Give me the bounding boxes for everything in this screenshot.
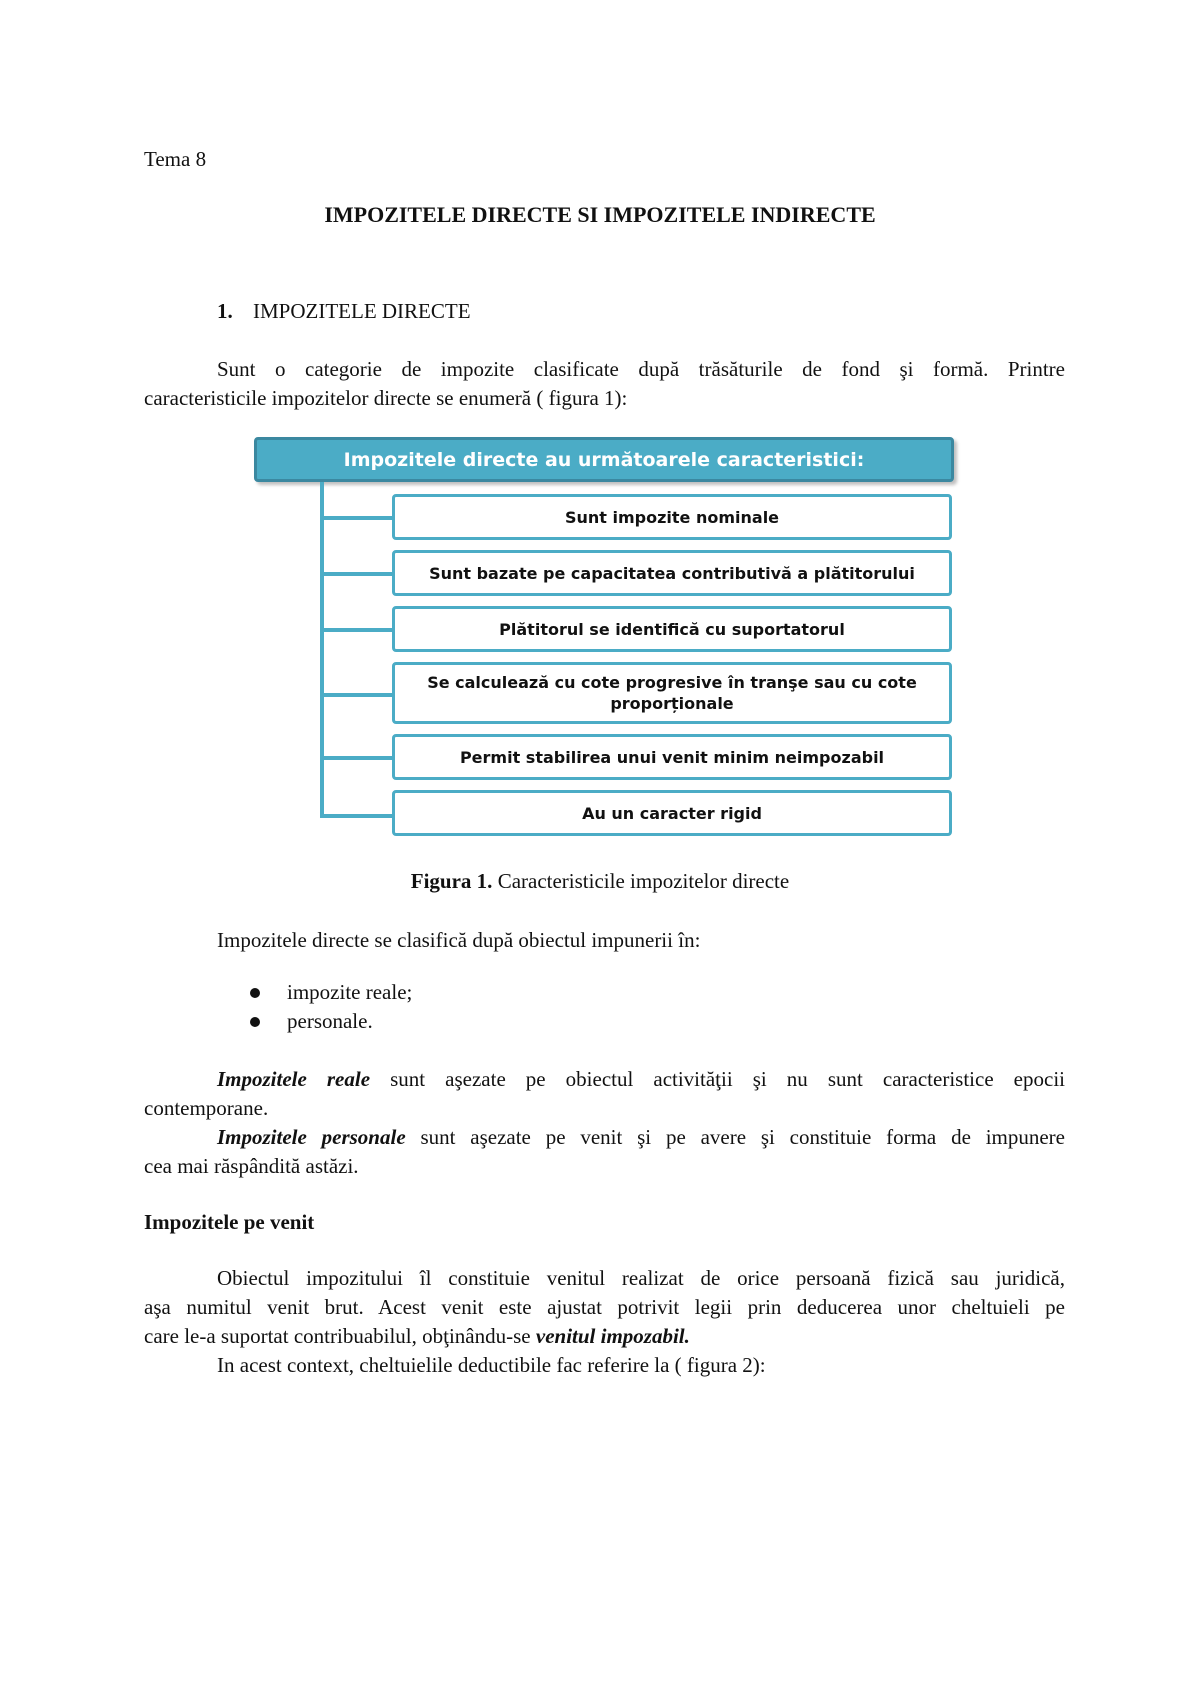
diagram-item: Plătitorul se identifică cu suportatorul <box>392 606 952 652</box>
section-number: 1. <box>217 299 233 323</box>
paragraph-reale-line2: contemporane. <box>144 1096 269 1120</box>
paragraph-venit-line1: Obiectul impozitului îl constituie venitul realizat de orice persoană fizică sau juridică, <box>217 1266 1065 1290</box>
figure-label: Figura 1. <box>410 869 493 893</box>
diagram-header: Impozitele directe au următoarele caracteristici: <box>254 437 954 482</box>
diagram-connector <box>320 814 392 818</box>
diagram-connector <box>320 756 392 760</box>
diagram-item: Sunt bazate pe capacitatea contributivă a plătitorului <box>392 550 952 596</box>
paragraph-venit-line2: aşa numitul venit brut. Acest venit este ajustat potrivit legii prin deducerea unor cheltuieli pe <box>144 1295 1065 1319</box>
diagram-item: Se calculează cu cote progresive în tranşe sau cu cote proporționale <box>392 662 952 724</box>
diagram-item: Au un caracter rigid <box>392 790 952 836</box>
figure-text: Caracteristicile impozitelor directe <box>497 869 790 893</box>
paragraph-reale-line1: Impozitele reale sunt aşezate pe obiectul activităţii şi nu sunt caracteristice epocii <box>217 1067 1065 1091</box>
topic-label: Tema 8 <box>144 147 207 171</box>
diagram-connector <box>320 628 392 632</box>
paragraph-personale-line1: Impozitele personale sunt aşezate pe venit şi pe avere şi constituie forma de impunere <box>217 1125 1066 1149</box>
diagram-connector <box>320 572 392 576</box>
term-venit-impozabil: venitul impozabil. <box>535 1324 690 1348</box>
paragraph-intro-line2: caracteristicile impozitelor directe se enumeră ( figura 1): <box>144 386 628 410</box>
section-heading: IMPOZITELE DIRECTE <box>253 299 471 323</box>
bullet-icon <box>250 988 260 998</box>
page-title: IMPOZITELE DIRECTE SI IMPOZITELE INDIRECTE <box>324 202 876 227</box>
paragraph-venit-line4: In acest context, cheltuielile deductibile fac referire la ( figura 2): <box>217 1353 766 1377</box>
term-personale: Impozitele personale <box>217 1125 406 1149</box>
subheading-venit: Impozitele pe venit <box>144 1210 315 1234</box>
term-reale: Impozitele reale <box>217 1067 371 1091</box>
diagram-item: Permit stabilirea unui venit minim neimpozabil <box>392 734 952 780</box>
bullet-icon <box>250 1017 260 1027</box>
bullet-item: impozite reale; <box>287 980 413 1004</box>
diagram-connector <box>320 693 392 697</box>
paragraph-venit-line3: care le-a suportat contribuabilul, obţinându-se venitul impozabil. <box>144 1324 690 1348</box>
diagram-connector-vertical <box>320 482 324 818</box>
diagram-connector <box>320 516 392 520</box>
classification-intro: Impozitele directe se clasifică după obiectul impunerii în: <box>217 928 701 952</box>
figure-caption <box>0 869 1200 894</box>
diagram-item: Sunt impozite nominale <box>392 494 952 540</box>
paragraph-intro-line1: Sunt o categorie de impozite clasificate după trăsăturile de fond şi formă. Printre <box>217 357 1065 381</box>
paragraph-personale-line2: cea mai răspândită astăzi. <box>144 1154 359 1178</box>
bullet-item: personale. <box>287 1009 373 1033</box>
